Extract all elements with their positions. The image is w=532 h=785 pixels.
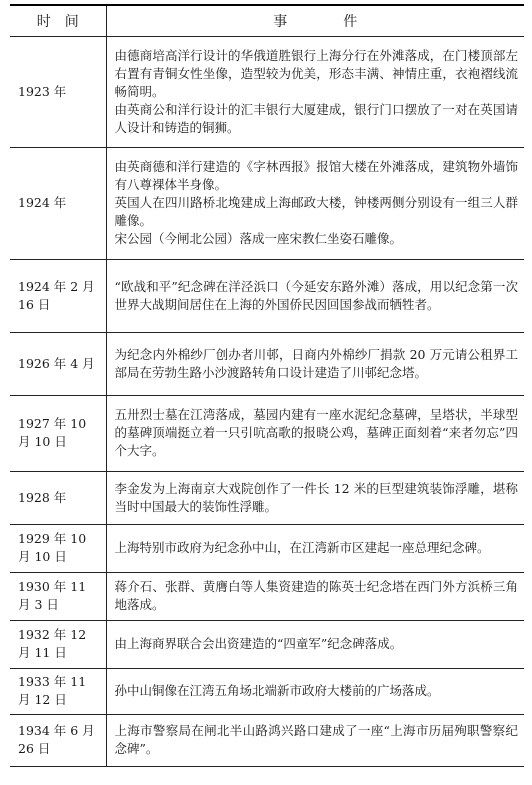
- table-header: [10, 5, 524, 36]
- event-paragraph: 孙中山铜像在江湾五角场北端新市政府大楼前的广场落成。: [114, 683, 440, 698]
- row-time: 1928 年: [10, 471, 106, 524]
- row-event: [106, 471, 524, 524]
- row-event: [106, 36, 524, 147]
- event-paragraph: 由英商德和洋行建造的《字林西报》报馆大楼在外滩落成，建筑物外墙饰有八尊裸体半身像。: [114, 159, 518, 192]
- row-time: 1923 年: [10, 36, 106, 147]
- header-row: [10, 5, 524, 36]
- table-row: [10, 620, 524, 668]
- row-event: [106, 572, 524, 620]
- row-time: 1924 年 2 月 16 日: [10, 259, 106, 332]
- table-row: [10, 395, 524, 471]
- row-event: [106, 395, 524, 471]
- row-event: [106, 259, 524, 332]
- row-time: 1929 年 10 月 10 日: [10, 524, 106, 572]
- event-paragraph: 上海特别市政府为纪念孙中山，在江湾新市区建起一座总理纪念碑。: [114, 540, 490, 555]
- table-row: [10, 471, 524, 524]
- row-time: 1932 年 12 月 11 日: [10, 620, 106, 668]
- row-time: 1934 年 6 月 26 日: [10, 714, 106, 766]
- row-time: 1930 年 11 月 3 日: [10, 572, 106, 620]
- table-row: [10, 147, 524, 259]
- event-paragraph: 由上海商界联合会出资建造的“四童军”纪念碑落成。: [114, 636, 403, 651]
- row-event: [106, 668, 524, 714]
- event-paragraph: 宋公园（今闸北公园）落成一座宋教仁坐姿石雕像。: [114, 231, 403, 246]
- table-row: [10, 332, 524, 395]
- row-time: 1927 年 10 月 10 日: [10, 395, 106, 471]
- header-event: 事 件: [106, 5, 524, 36]
- row-event: [106, 147, 524, 259]
- event-paragraph: 由英商公和洋行设计的汇丰银行大厦建成，银行门口摆放了一对在英国请人设计和铸造的铜狮。: [114, 101, 518, 135]
- event-paragraph: 由德商培高洋行设计的华俄道胜银行上海分行在外滩落成，在门楼顶部左右置有青铜女性坐像，造型较为优美，形态丰满、神情庄重，衣袍褶线流畅简明。: [114, 47, 518, 99]
- event-paragraph: 李金发为上海南京大戏院创作了一件长 12 米的巨型建筑装饰浮雕，堪称当时中国最大的装饰性浮雕。: [114, 480, 518, 514]
- table-row: [10, 36, 524, 147]
- events-table: [10, 4, 524, 767]
- row-event: [106, 714, 524, 766]
- row-event: [106, 524, 524, 572]
- event-paragraph: 五卅烈士墓在江湾落成，墓园内建有一座水泥纪念墓碑，呈塔状，半球型的墓碑顶端挺立着一只引吭高歌的报晓公鸡，墓碑正面刻着“来者勿忘”四个大字。: [114, 407, 518, 458]
- row-event: [106, 620, 524, 668]
- event-paragraph: 为纪念内外棉纱厂创办者川邨，日商内外棉纱厂捐款 20 万元请公租界工部局在劳勃生路小沙渡路转角口设计建造了川邨纪念塔。: [114, 346, 518, 380]
- event-paragraph: 英国人在四川路桥北堍建成上海邮政大楼，钟楼两侧分别设有一组三人群雕像。: [114, 195, 518, 228]
- table-row: [10, 714, 524, 766]
- row-time: 1933 年 11 月 12 日: [10, 668, 106, 714]
- row-time: 1926 年 4 月: [10, 332, 106, 395]
- row-event: [106, 332, 524, 395]
- table-row: [10, 572, 524, 620]
- row-time: 1924 年: [10, 147, 106, 259]
- header-time: 时 间: [10, 5, 106, 36]
- table-row: [10, 668, 524, 714]
- event-paragraph: 蒋介石、张群、黄膺白等人集资建造的陈英士纪念塔在西门外方浜桥三角地落成。: [114, 579, 518, 612]
- event-paragraph: “欧战和平”纪念碑在洋泾浜口（今延安东路外滩）落成，用以纪念第一次世界大战期间居住在上海的外国侨民因回国参战而牺牲者。: [114, 278, 518, 312]
- event-paragraph: 上海市警察局在闸北半山路鸿兴路口建成了一座“上海市历届殉职警察纪念碑”。: [114, 723, 518, 756]
- table-row: [10, 524, 524, 572]
- table-row: [10, 259, 524, 332]
